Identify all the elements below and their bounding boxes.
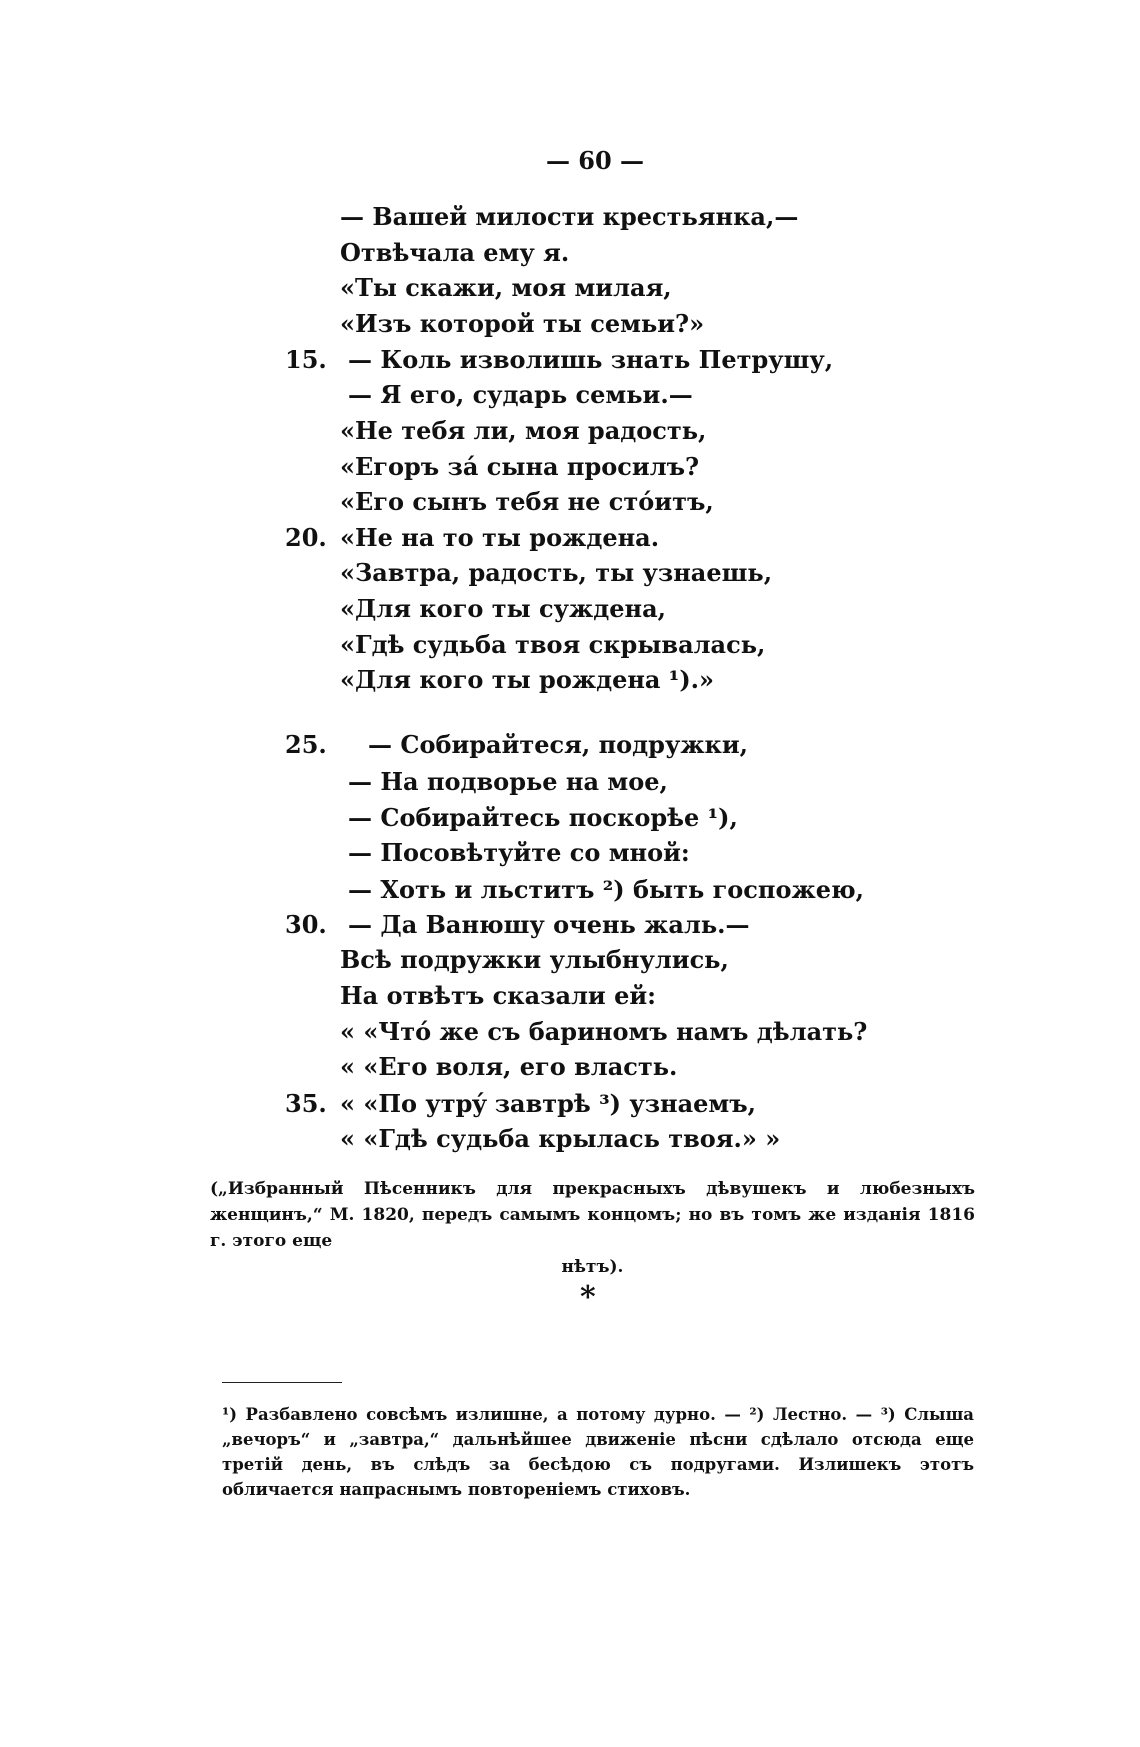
page-number: — 60 — [545, 146, 645, 175]
verse-line: Отвѣчала ему я. [340, 238, 570, 267]
verse-line: «Изъ которой ты семьи?» [340, 309, 705, 338]
footnote-rule [222, 1382, 342, 1383]
verse-line: На отвѣтъ сказали ей: [340, 981, 657, 1010]
section-asterisk: * [580, 1280, 596, 1315]
verse-line: — Коль изволишь знать Петрушу, [348, 345, 834, 374]
line-number: 25. [285, 730, 327, 759]
source-note [210, 1176, 975, 1280]
verse-line: — Вашей милости крестьянка,— [340, 202, 799, 231]
line-number: 30. [285, 910, 327, 939]
verse-line: « «Чтó же съ бариномъ намъ дѣлать? [340, 1017, 868, 1046]
verse-line: «Не на то ты рождена. [340, 523, 660, 552]
verse-line: — Хоть и льститъ ²) быть госпожею, [348, 875, 864, 904]
verse-line: — Собирайтеся, подружки, [368, 730, 749, 759]
verse-line: « «По утрý завтрѣ ³) узнаемъ, [340, 1089, 757, 1118]
footnotes: ¹) Разбавлено совсѣмъ излишне, а потому дурно. — ²) Лестно. — ³) Слыша „вечоръ“ и „завтра,“ дальнѣйшее движеніе пѣсни сдѣлало отсюда еще третій день, въ слѣдъ за бесѣдою съ подругами. Излишекъ этотъ обличается напраснымъ повтореніемъ стиховъ. [222, 1405, 974, 1499]
verse-line: — Собирайтесь поскорѣе ¹), [348, 803, 738, 832]
line-number: 15. [285, 345, 327, 374]
source-note-text: („Избранный Пѣсенникъ для прекрасныхъ дѣвушекъ и любезныхъ женщинъ,“ М. 1820, передъ самымъ концомъ; но въ томъ же изданія 1816 г. этого еще [210, 1179, 975, 1251]
verse-line: «Для кого ты рождена ¹).» [340, 665, 715, 694]
verse-line: «Не тебя ли, моя радость, [340, 416, 707, 445]
verse-line: Всѣ подружки улыбнулись, [340, 945, 729, 974]
line-number: 20. [285, 523, 327, 552]
verse-line: «Ты скажи, моя милая, [340, 273, 672, 302]
verse-line: — Да Ванюшу очень жаль.— [348, 910, 750, 939]
verse-line: «Для кого ты суждена, [340, 594, 666, 623]
verse-line: « «Его воля, его власть. [340, 1052, 678, 1081]
line-number: 35. [285, 1089, 327, 1118]
verse-line: — На подворье на мое, [348, 767, 668, 796]
verse-line: «Завтра, радость, ты узнаешь, [340, 558, 773, 587]
verse-line: «Гдѣ судьба твоя скрывалась, [340, 630, 766, 659]
verse-line: — Я его, сударь семьи.— [348, 380, 693, 409]
verse-line: — Посовѣтуйте со мной: [348, 838, 690, 867]
verse-line: « «Гдѣ судьба крылась твоя.» » [340, 1124, 781, 1153]
source-note-end: нѣтъ). [561, 1257, 624, 1277]
verse-line: «Его сынъ тебя не стóитъ, [340, 487, 714, 516]
verse-line: «Егоръ зá сына просилъ? [340, 452, 700, 481]
